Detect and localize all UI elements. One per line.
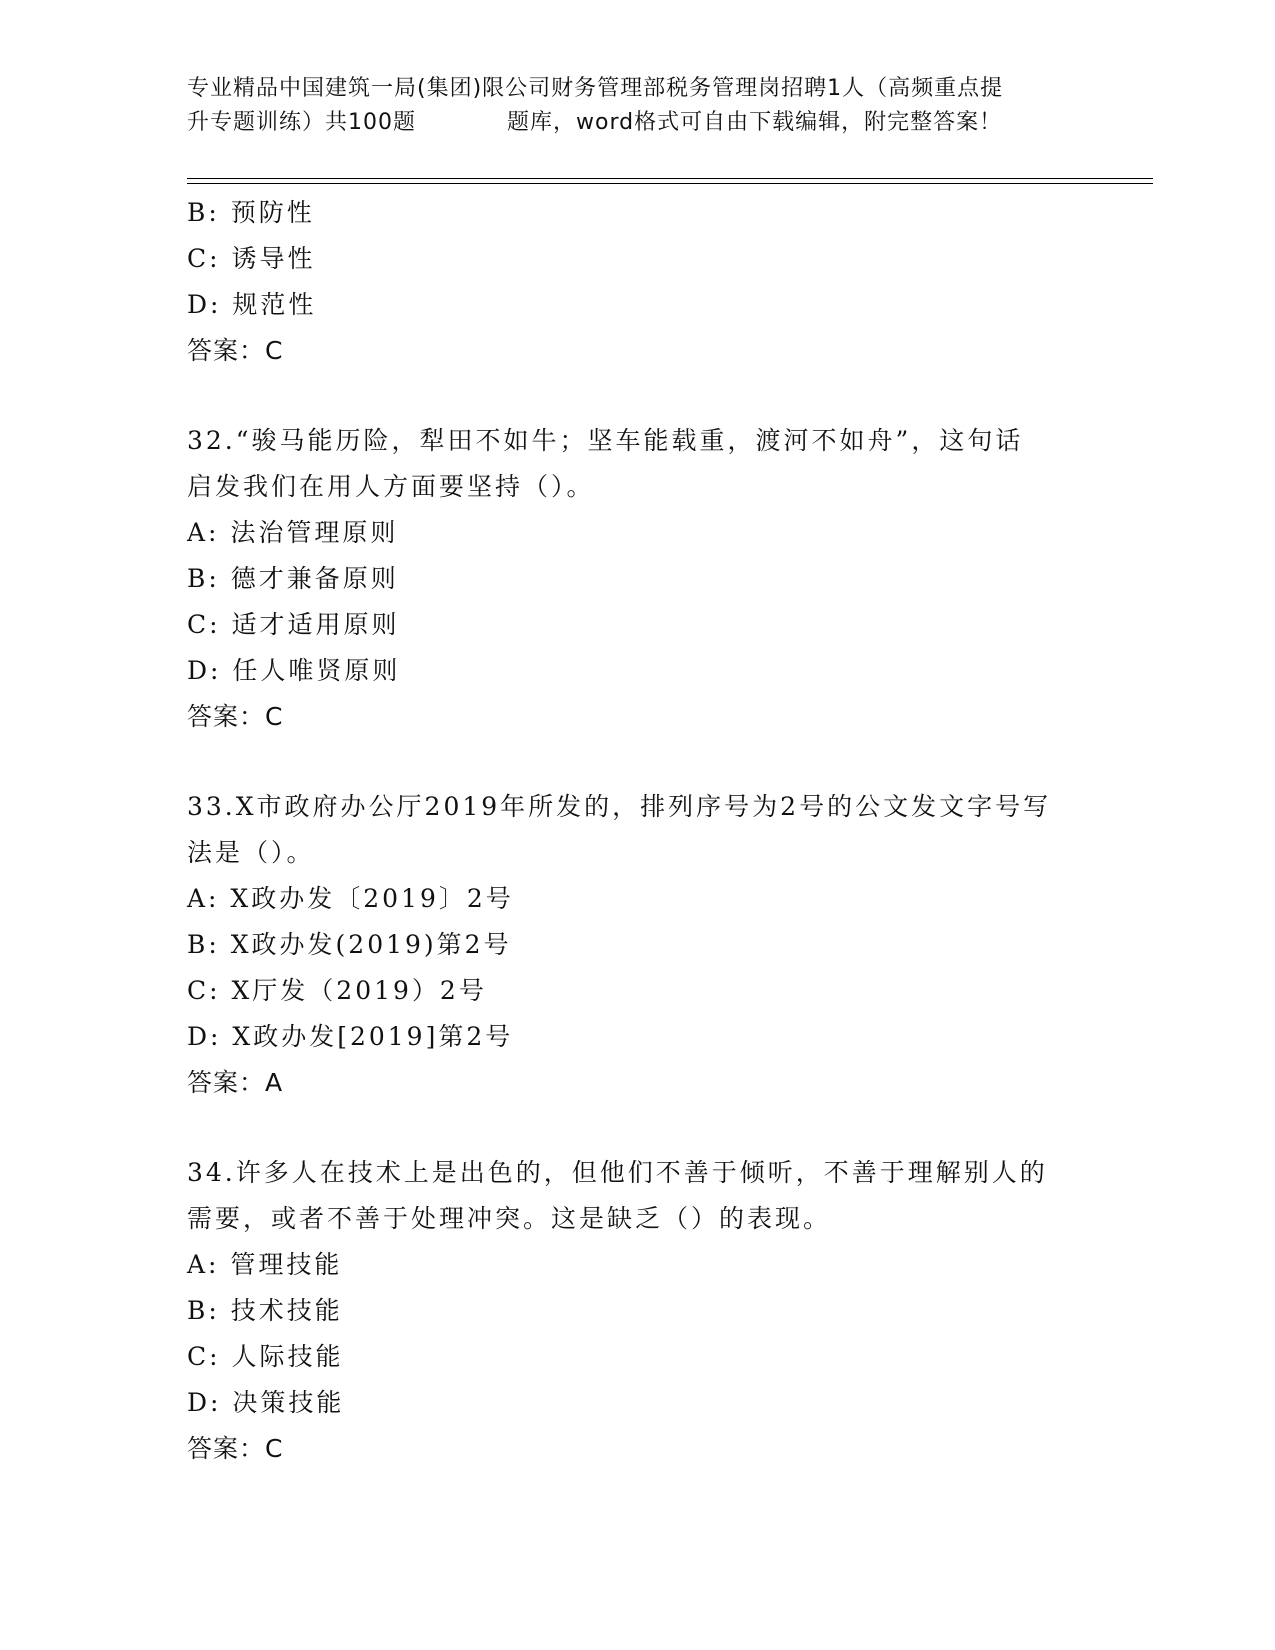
option-d: D: 决策技能 xyxy=(187,1388,345,1417)
option-a: A: X政办发〔2019〕2号 xyxy=(187,884,514,913)
question-text-line: 需要，或者不善于处理冲突。这是缺乏（）的表现。 xyxy=(187,1204,832,1233)
option-c: C: 适才适用原则 xyxy=(187,610,400,639)
header-line-1: 专业精品中国建筑一局(集团)限公司财务管理部税务管理岗招聘1人（高频重点提 xyxy=(187,76,1004,101)
question-34 xyxy=(187,1150,1087,1472)
option-a: A: 管理技能 xyxy=(187,1250,343,1279)
header-divider-bottom xyxy=(187,183,1153,184)
option-a: A: 法治管理原则 xyxy=(187,518,399,547)
option-c: C: X厅发（2019）2号 xyxy=(187,976,487,1005)
answer: 答案：C xyxy=(187,336,284,365)
page-header xyxy=(187,72,1087,140)
question-31 xyxy=(187,190,1087,374)
answer: 答案：C xyxy=(187,1434,284,1463)
option-c: C: 人际技能 xyxy=(187,1342,344,1371)
header-line-2-left: 升专题训练）共100题 xyxy=(187,110,416,135)
question-text-line: 34.许多人在技术上是出色的，但他们不善于倾听，不善于理解别人的 xyxy=(187,1158,1048,1187)
option-b: B: 德才兼备原则 xyxy=(187,564,399,593)
answer: 答案：C xyxy=(187,702,284,731)
question-text-line: 33.X市政府办公厅2019年所发的，排列序号为2号的公文发文字号写 xyxy=(187,792,1052,821)
option-b: B: X政办发(2019)第2号 xyxy=(187,930,512,959)
question-32 xyxy=(187,418,1087,740)
question-list xyxy=(187,190,1087,1472)
option-d: D: X政办发[2019]第2号 xyxy=(187,1022,514,1051)
option-d: D: 任人唯贤原则 xyxy=(187,656,401,685)
question-text-line: 法是（）。 xyxy=(187,838,315,867)
question-33 xyxy=(187,784,1087,1106)
option-b: B: 技术技能 xyxy=(187,1296,343,1325)
option-d: D: 规范性 xyxy=(187,290,317,319)
answer: 答案：A xyxy=(187,1068,284,1097)
question-text-line: 启发我们在用人方面要坚持（）。 xyxy=(187,472,595,501)
header-divider-top xyxy=(187,178,1153,179)
option-b: B: 预防性 xyxy=(187,198,315,227)
question-text-line: 32.“骏马能历险，犁田不如牛；坚车能载重，渡河不如舟”，这句话 xyxy=(187,426,1024,455)
header-line-2-right: 题库，word格式可自由下载编辑，附完整答案！ xyxy=(507,110,1003,135)
option-c: C: 诱导性 xyxy=(187,244,316,273)
header-line-2 xyxy=(187,106,1087,140)
